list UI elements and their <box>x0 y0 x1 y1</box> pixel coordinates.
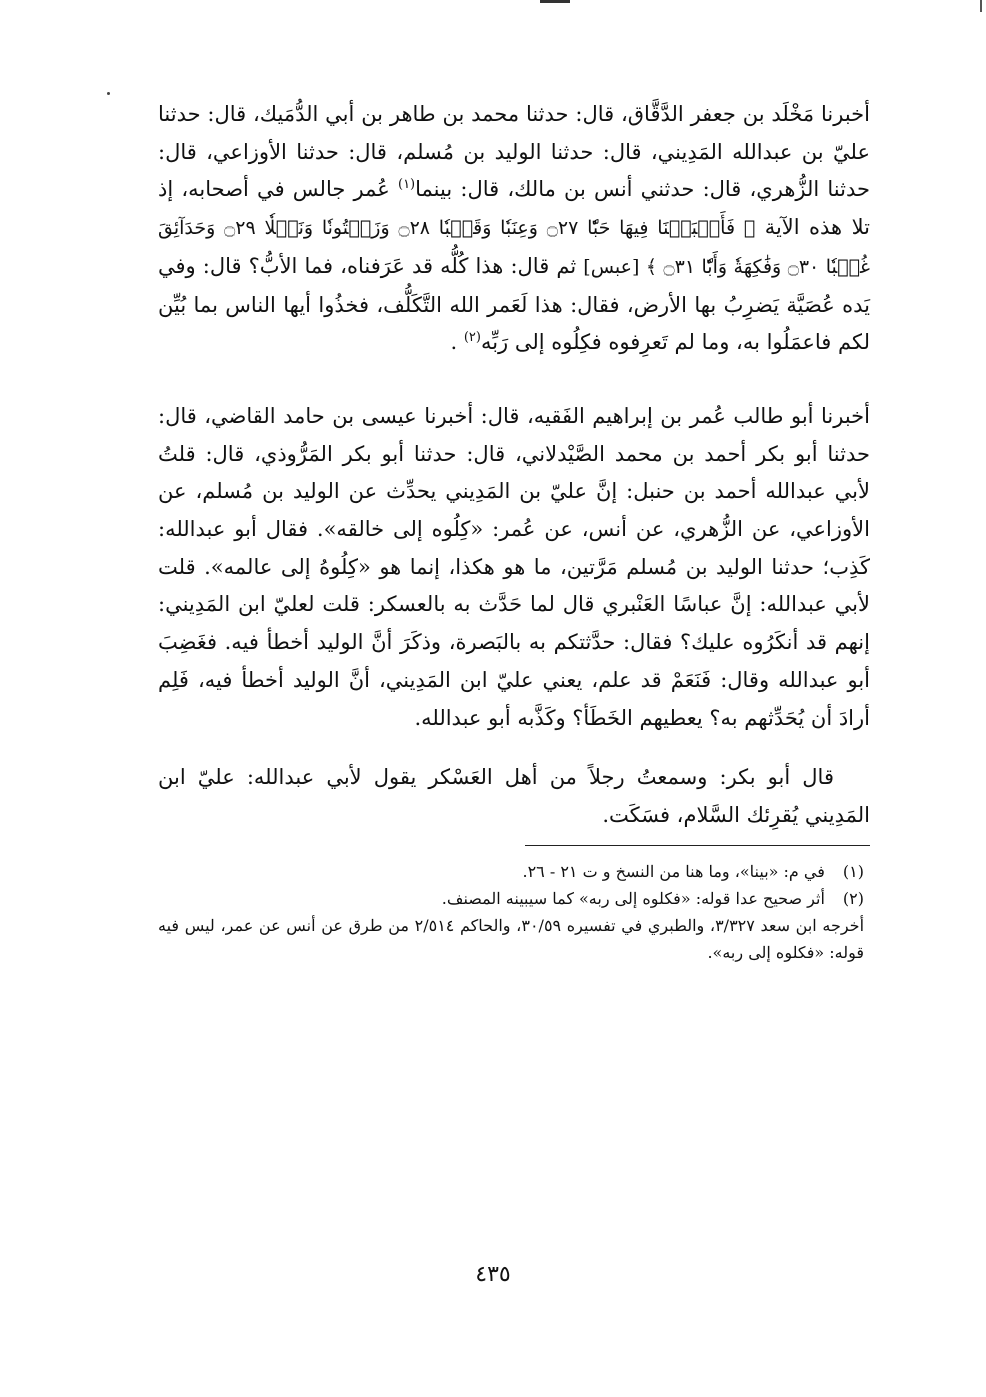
footnote-2-text: أثر صحيح عدا قوله: «فكلوه إلى ربه» كما سيبينه المصنف. <box>441 888 825 908</box>
footnote-ref-1: (١) <box>397 177 416 193</box>
margin-dot <box>107 92 110 95</box>
page-number: ٤٣٥ <box>475 1262 511 1287</box>
footnote-2-continuation: أخرجه ابن سعد ٣/٣٢٧، والطبري في تفسيره ٣٠/٥٩، والحاكم ٢/٥١٤ من طرق عن أنس عن عمر، ليس فيه قوله: «فكلوه إلى ربه». <box>158 915 865 962</box>
paragraph-1-text: أخبرنا مَخْلَد بن جعفر الدَّقَّاق، قال: حدثنا محمد بن طاهر بن أبي الدُّمَيك، قال: حدثنا عليّ بن عبدالله المَدِيني، قال: حدثنا الوليد بن مُسلم، قال: حدثنا الأوزاعي، قال: حدثنا الزُّهري، قال: حدثني أنس بن مالك، قال: بينما <box>158 102 870 202</box>
paragraph-1-text-b: عُمر جالس في أصحابه، إذ تلا هذه الآية <box>158 177 870 240</box>
quran-verse: ﴿ فَأَنۢبَتۡنَا فِيهَا حَبّٗا ۝٢٧ وَعِنَبٗا وَقَضۡبٗا ۝٢٨ وَزَيۡتُونٗا وَنَخۡلٗا ۝٢٩ وَحَدَآئِقَ غُلۡبٗا ۝٣٠ وَفَٰكِهَةٗ وَأَبّٗا ۝٣١ ﴾ [عبس] <box>158 217 870 278</box>
page-body <box>158 96 870 966</box>
paragraph-3: قال أبو بكر: وسمعتُ رجلاً من أهل العَسْكر يقول لأبي عبدالله: عليّ ابن المَدِيني يُقرِئك السَّلام، فسَكَت. <box>158 765 870 827</box>
end-dot: . <box>450 330 458 355</box>
paragraph-1-text-c: ثم قال: هذا كُلُّه قد عَرَفناه، فما الأبُّ؟ قال: وفي يَده عُصَيَّة يَضرِبُ بها الأرض، فقال: هذا لَعَمر الله التَّكَلُّف، فخذُوا أيها الناس بما بُيِّن لكم فاعمَلُوا به، وما لم تَعرِفوه فكِلُوه إلى رَبِّه <box>158 253 870 355</box>
paragraph-1 <box>158 96 870 362</box>
footnote-ref-2: (٢) <box>463 330 481 346</box>
footnote-separator <box>525 845 870 846</box>
footnote-2-number: (٢) <box>842 888 864 908</box>
footnote-1 <box>158 858 870 885</box>
footnote-1-text: في م: «بينا»، وما هنا من النسخ و ت ٢١ - ٢٦. <box>522 861 825 881</box>
top-mark <box>540 0 570 3</box>
footnote-2 <box>158 885 870 912</box>
page-edge-mark <box>980 0 982 12</box>
footnote-1-number: (١) <box>842 861 864 881</box>
paragraph-2: أخبرنا أبو طالب عُمر بن إبراهيم الفَقيه، قال: أخبرنا عيسى بن حامد القاضي، قال: حدثنا أبو بكر أحمد بن محمد الصَّيْدلاني، قال: حدثنا أبو بكر المَرُّوذي، قال: قلتُ لأبي عبدالله أحمد بن حنبل: إنَّ عليّ بن المَدِيني يحدِّث عن الوليد بن مُسلم، عن الأوزاعي، عن الزُّهري، عن أنس، عن عُمر: «كِلُوه إلى خالقه». فقال أبو عبدالله: كَذِب؛ حدثنا الوليد بن مُسلم مَرَّتين، ما هو هكذا، إنما هو «كِلُوهُ إلى عالمه». قلت لأبي عبدالله: إنَّ عباسًا العَنْبري قال لما حَدَّث به بالعسكر: قلت لعليّ ابن المَدِيني: إنهم قد أنكَرُوه عليك؟ فقال: حدَّثتكم به بالبَصرة، وذكَرَ أنَّ الوليد أخطأ فيه. فغَضِبَ أبو عبدالله وقال: فَنَعَمْ قد علم، يعني عليّ ابن المَدِيني، أنَّ الوليد أخطأ فيه، فَلِم أرادَ أن يُحَدِّثهم به؟ يعطيهم الخَطَأ؟ وكَذَّبه أبو عبدالله. <box>158 403 870 730</box>
